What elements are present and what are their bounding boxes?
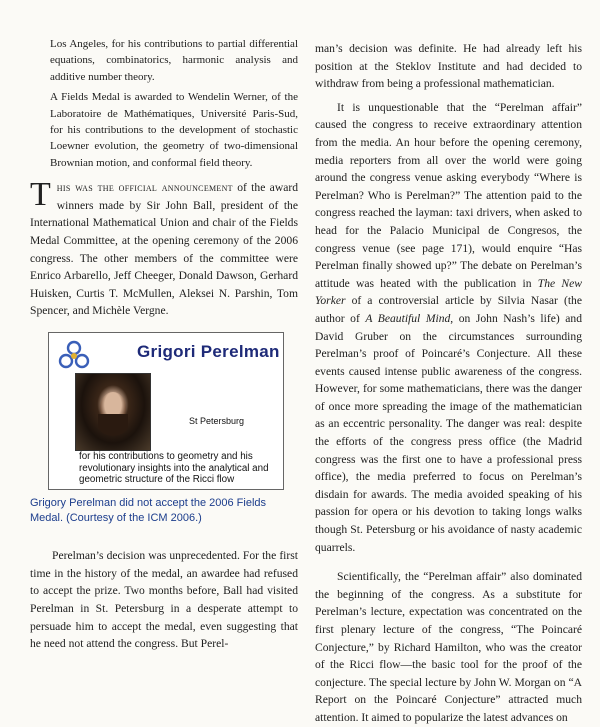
- figure-citation: for his contributions to geometry and his revolutionary insights into the analytical and geometric structure of the Ricci flow: [79, 451, 269, 486]
- media-paragraph: [315, 99, 582, 556]
- award-announcement: [50, 36, 298, 171]
- announcement-paragraph: Los Angeles, for his contributions to partial differential equations, combinatorics, harmonic analysis and additive number theory.: [50, 38, 298, 83]
- left-column: [30, 36, 298, 653]
- official-announcement-paragraph: [30, 176, 298, 320]
- figure-title: Grigori Perelman: [137, 342, 280, 361]
- icm-logo-icon: [57, 339, 91, 373]
- perelman-figure: [48, 332, 284, 490]
- drop-cap: T: [30, 176, 51, 214]
- paragraph-continuation: man’s decision was definite. He had already left his position at the Steklov Institute and had decided to withdraw from being a professional mathematician.: [315, 42, 582, 91]
- scientific-paragraph: Scientifically, the “Perelman affair” also dominated the beginning of the congress. As a substitute for Perelman’s lecture, expectation was concentrated on the first plenary lecture of the congress, “The Poincaré Conjecture,” by Richard Hamilton, who was the creator of the Ricci flow—the basic tool for the proof of the conjecture. The special lecture by John W. Morgan on “A Report on the Poincaré Conjecture” attracted much attention. It aimed to popularize the latest advances on: [315, 570, 582, 724]
- figure-caption: Grigory Perelman did not accept the 2006 Fields Medal. (Courtesy of the ICM 2006.): [30, 497, 267, 524]
- decision-paragraph: Perelman’s decision was unprecedented. For the first time in the history of the medal, an awardee had refused to accept the prize. Two months before, Ball had visited Perelman in St. Petersburg in a desperate attempt to persuade him to accept the medal, even suggesting that he need not attend the congress. But Perel-: [30, 549, 298, 651]
- announcement-paragraph: A Fields Medal is awarded to Wendelin Werner, of the Laboratoire de Mathématiques, Université Paris-Sud, for his contributions to the development of stochastic Loewner evolution, the geometry of two-dimensional Brownian motion, and conformal field theory.: [50, 91, 298, 169]
- figure-place: St Petersburg: [189, 416, 245, 426]
- paragraph-text: of the award winners made by Sir John Ball, president of the International Mathematical Union and chair of the Fields Medal Committee, at the opening ceremony of the 2006 congress. The other members of the committee were Enrico Arbarello, Jeff Cheeger, Donald Dawson, Gerhard Huisken, Curtis T. McMullen, Aleksei N. Parshin, Tom Spencer, and Michèle Vergne.: [30, 181, 298, 318]
- right-column: [315, 40, 582, 727]
- smallcaps-lead: his was the official announcement: [56, 181, 233, 195]
- paragraph-text: , on John Nash’s life) and David Gruber on the circumstances surrounding Perelman’s proof of Poincaré’s Conjecture. All these events caused intense public awareness of the congress. However, for some mathematicians, there was the danger of once more spreading the image of the mathematician as an eccentric personality. The danger was real: despite the efforts of the congress press office (the Madrid congress was the first one to have a professional press office), the media preferred to focus on Perelman’s disdain for awards. The media avoided speaking of his passion for opera or his devotion to taking longs walks though St. Petersburg or his avoidance of nasty academic quarrels.: [315, 311, 582, 554]
- portrait-photo: [75, 373, 151, 451]
- paragraph-text: of a controversial article by Silvia Nasar (the author of: [315, 294, 582, 325]
- italic-title: The New Yorker: [315, 276, 583, 308]
- paragraph-text: It is unquestionable that the “Perelman affair” caused the congress to receive extraordinary attention from the media. An hour before the opening ceremony, media reporters from all over the world were going around the congress venue asking everybody “Where is Perelman? Who is Perelman?” The attention paid to the congress reached the layman: taxi drivers, when asked to head for the Palacio Municipal de Congresos, the congress venue (see page 171), would enquire “Has Perelman finally showed up?” The debate on Perelman’s attitude was heated with the publication in: [315, 100, 582, 290]
- italic-title: A Beautiful Mind: [365, 311, 451, 325]
